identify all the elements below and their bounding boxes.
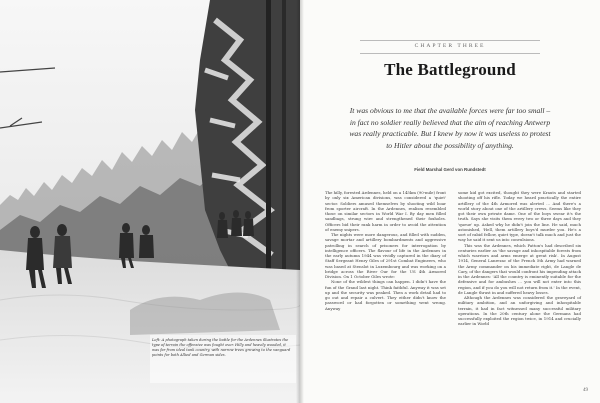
epigraph-line: was really practicable. But I knew by now it was useless to protest [349, 129, 551, 139]
paragraph: some kid got excited, thought they were Krauts and started shooting off his rifle. Today we heard practically the entire artillery of the 4th Armored was alerted … And there's a world story about one of the artillery crews. Seems like they got their own private dame. One of the boys swear it's the truth. Says she visits them every two or three days and they 'queue' up. Asked why he didn't join the line. He said, much astonished, 'Hell, them artillery boys'd murder you. He's a sort of rabid fellow, quiet type, doesn't talk much and just the way he said it sent us into convulsions. [458, 190, 581, 243]
paragraph: Although the Ardennes was considered the graveyard of military ambition, and an unforgiving and inhospitable terrain, it had in fact witnessed many successful military operations. In the 20th century alone the Germans had successfully exploited the region twice, in 1914 and crucially earlier in World [458, 295, 581, 327]
paragraph: None of the wildest things can happen. I didn't have the fun of the Grand last night. Think faithful. Anyway it was set up and the security was peaked. Then a work detail had to go out and repair a culvert. They either didn't know the password or had forgotten or something went wrong. Anyway [325, 279, 446, 311]
epigraph-author: Field Marshal Gerd von Rundstedt [414, 167, 486, 172]
paragraph: This was the Ardennes, which Patton's had described six centuries earlier as 'the savage and inhospitable forests from which warriors and arms emerge at great risk'. In August 1914, General Lanrezac of the French 5th Army had warned the Army commander on his immediate right, de Langle de Cary, of the dangers that would confront his impending attack in the Ardennes: 'All the country is eminently suitable for the defensive and for ambushes … you will not enter into this region, and if you do you will not return from it.' In the event, de Langle thrust in and suffered heavy losses. [458, 242, 581, 295]
paragraph: The nights were more dangerous, and filled with sudden, savage mortar and artillery bombardments and aggressive patrolling in search of prisoners for interrogation by intelligence officers. The flavour of life in the Ardennes in the early autumn 1944 was vividly captured in the diary of Staff Sergeant Henry Giles of 291st Combat Engineers, who was based at Stenslot in Luxembourg and was working on a bridge across the River Our for the US 4th Armored Division. On 1 October Giles wrote: [325, 232, 446, 279]
epigraph-line: in fact no soldier really believed that the aim of reaching Antwerp [349, 117, 551, 127]
right-page [300, 0, 600, 403]
epigraph-line: to Hitler about the possibility of anything. [386, 140, 514, 150]
book-gutter [296, 0, 304, 403]
page-number: 49 [583, 388, 588, 393]
paragraph: The hilly, forested Ardennes, held on a 145km (90-mile) front by only six American divisions, was considered a 'quiet' sector. Soldiers amused themselves by shooting wild boar from sporter aircraft. In the Ardennes, realism resembled those on similar sectors in World War I. By day men filled sandbags, strung wire and strengthened their foxholes. Officers bid their rank harm in order to avoid the attention of enemy snipers. [325, 190, 446, 232]
epigraph [335, 105, 565, 151]
rule-top [360, 40, 540, 41]
chapter-label: CHAPTER THREE [414, 43, 486, 49]
epigraph-line: It was obvious to me that the available forces were far too small – [349, 106, 551, 115]
photo-caption: Left: A photograph taken during the battle for the Ardennes illustrates the type of terrain the offensive was fought over. Hilly and heavily wooded, it was far from ideal tank country, with narrow trees growing to the vanguard points for both Allied and German sides. [152, 338, 291, 357]
rule-bottom [360, 53, 540, 54]
body-column-left [325, 190, 446, 311]
chapter-title: The Battleground [384, 60, 516, 79]
body-column-right [458, 190, 581, 327]
